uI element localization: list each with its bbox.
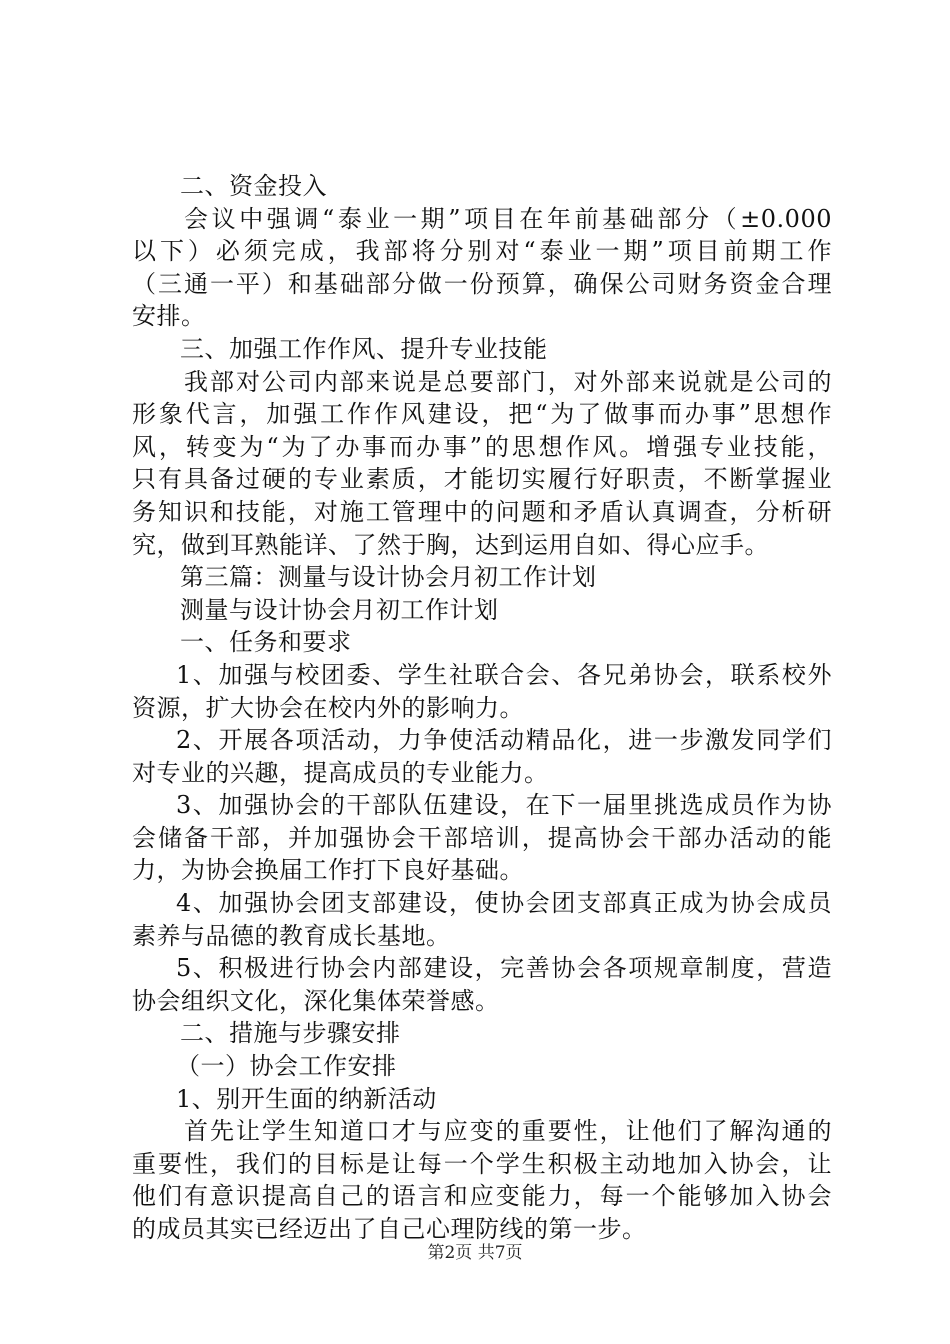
heading-tasks: 一、任务和要求 [180, 628, 352, 657]
text-line: 素养与品德的教育成长基地。 [132, 921, 451, 950]
text-line: 重要性，我们的目标是让每一个学生积极主动地加入协会，让 [132, 1149, 832, 1178]
text-line: 2、开展各项活动，力争使活动精品化，进一步激发同学们 [176, 726, 832, 755]
text-line: 会储备干部，并加强协会干部培训，提高协会干部办活动的能 [132, 823, 832, 852]
text-line: 对专业的兴趣，提高成员的专业能力。 [132, 758, 549, 787]
text-line: 1、加强与校团委、学生社联合会、各兄弟协会，联系校外 [176, 660, 832, 689]
subheading-recruitment: 1、别开生面的纳新活动 [176, 1084, 437, 1113]
text-line: 形象代言，加强工作作风建设，把“为了做事而办事”思想作 [132, 400, 832, 429]
text-line: 首先让学生知道口才与应变的重要性，让他们了解沟通的 [184, 1117, 832, 1146]
text-line: 3、加强协会的干部队伍建设，在下一届里挑选成员作为协 [176, 791, 832, 820]
text-line: （三通一平）和基础部分做一份预算，确保公司财务资金合理 [132, 269, 832, 298]
text-line: 务知识和技能，对施工管理中的问题和矛盾认真调查，分析研 [132, 497, 832, 526]
heading-funding: 二、资金投入 [180, 172, 327, 200]
text-line: 力，为协会换届工作打下良好基础。 [132, 856, 524, 885]
text-line: 5、积极进行协会内部建设，完善协会各项规章制度，营造 [176, 954, 832, 983]
plan-title: 测量与设计协会月初工作计划 [180, 595, 499, 624]
text-line: 协会组织文化，深化集体荣誉感。 [132, 986, 500, 1015]
heading-measures: 二、措施与步骤安排 [180, 1019, 401, 1048]
text-line: 他们有意识提高自己的语言和应变能力，每一个能够加入协会 [132, 1182, 832, 1211]
heading-work-style: 三、加强工作作风、提升专业技能 [180, 334, 548, 363]
text-line: 的成员其实已经迈出了自己心理防线的第一步。 [132, 1215, 647, 1243]
chapter-title: 第三篇：测量与设计协会月初工作计划 [180, 563, 597, 592]
text-line: 究，做到耳熟能详、了然于胸，达到运用自如、得心应手。 [132, 530, 769, 559]
text-line: 4、加强协会团支部建设，使协会团支部真正成为协会成员 [176, 889, 832, 918]
text-line: 会议中强调“泰业一期”项目在年前基础部分（±0.000 [184, 204, 832, 233]
subheading-arrangement: （一）协会工作安排 [176, 1052, 397, 1081]
text-line: 资源，扩大协会在校内外的影响力。 [132, 693, 524, 722]
text-line: 我部对公司内部来说是总要部门，对外部来说就是公司的 [184, 367, 832, 396]
text-line: 风，转变为“为了办事而办事”的思想作风。增强专业技能， [132, 432, 832, 461]
text-line: 只有具备过硬的专业素质，才能切实履行好职责，不断掌握业 [132, 465, 832, 494]
text-line: 以下）必须完成，我部将分别对“泰业一期”项目前期工作 [132, 237, 832, 266]
page-footer: 第2页 共7页 [427, 1243, 523, 1263]
document-body [132, 170, 832, 1246]
text-line: 安排。 [132, 302, 206, 331]
